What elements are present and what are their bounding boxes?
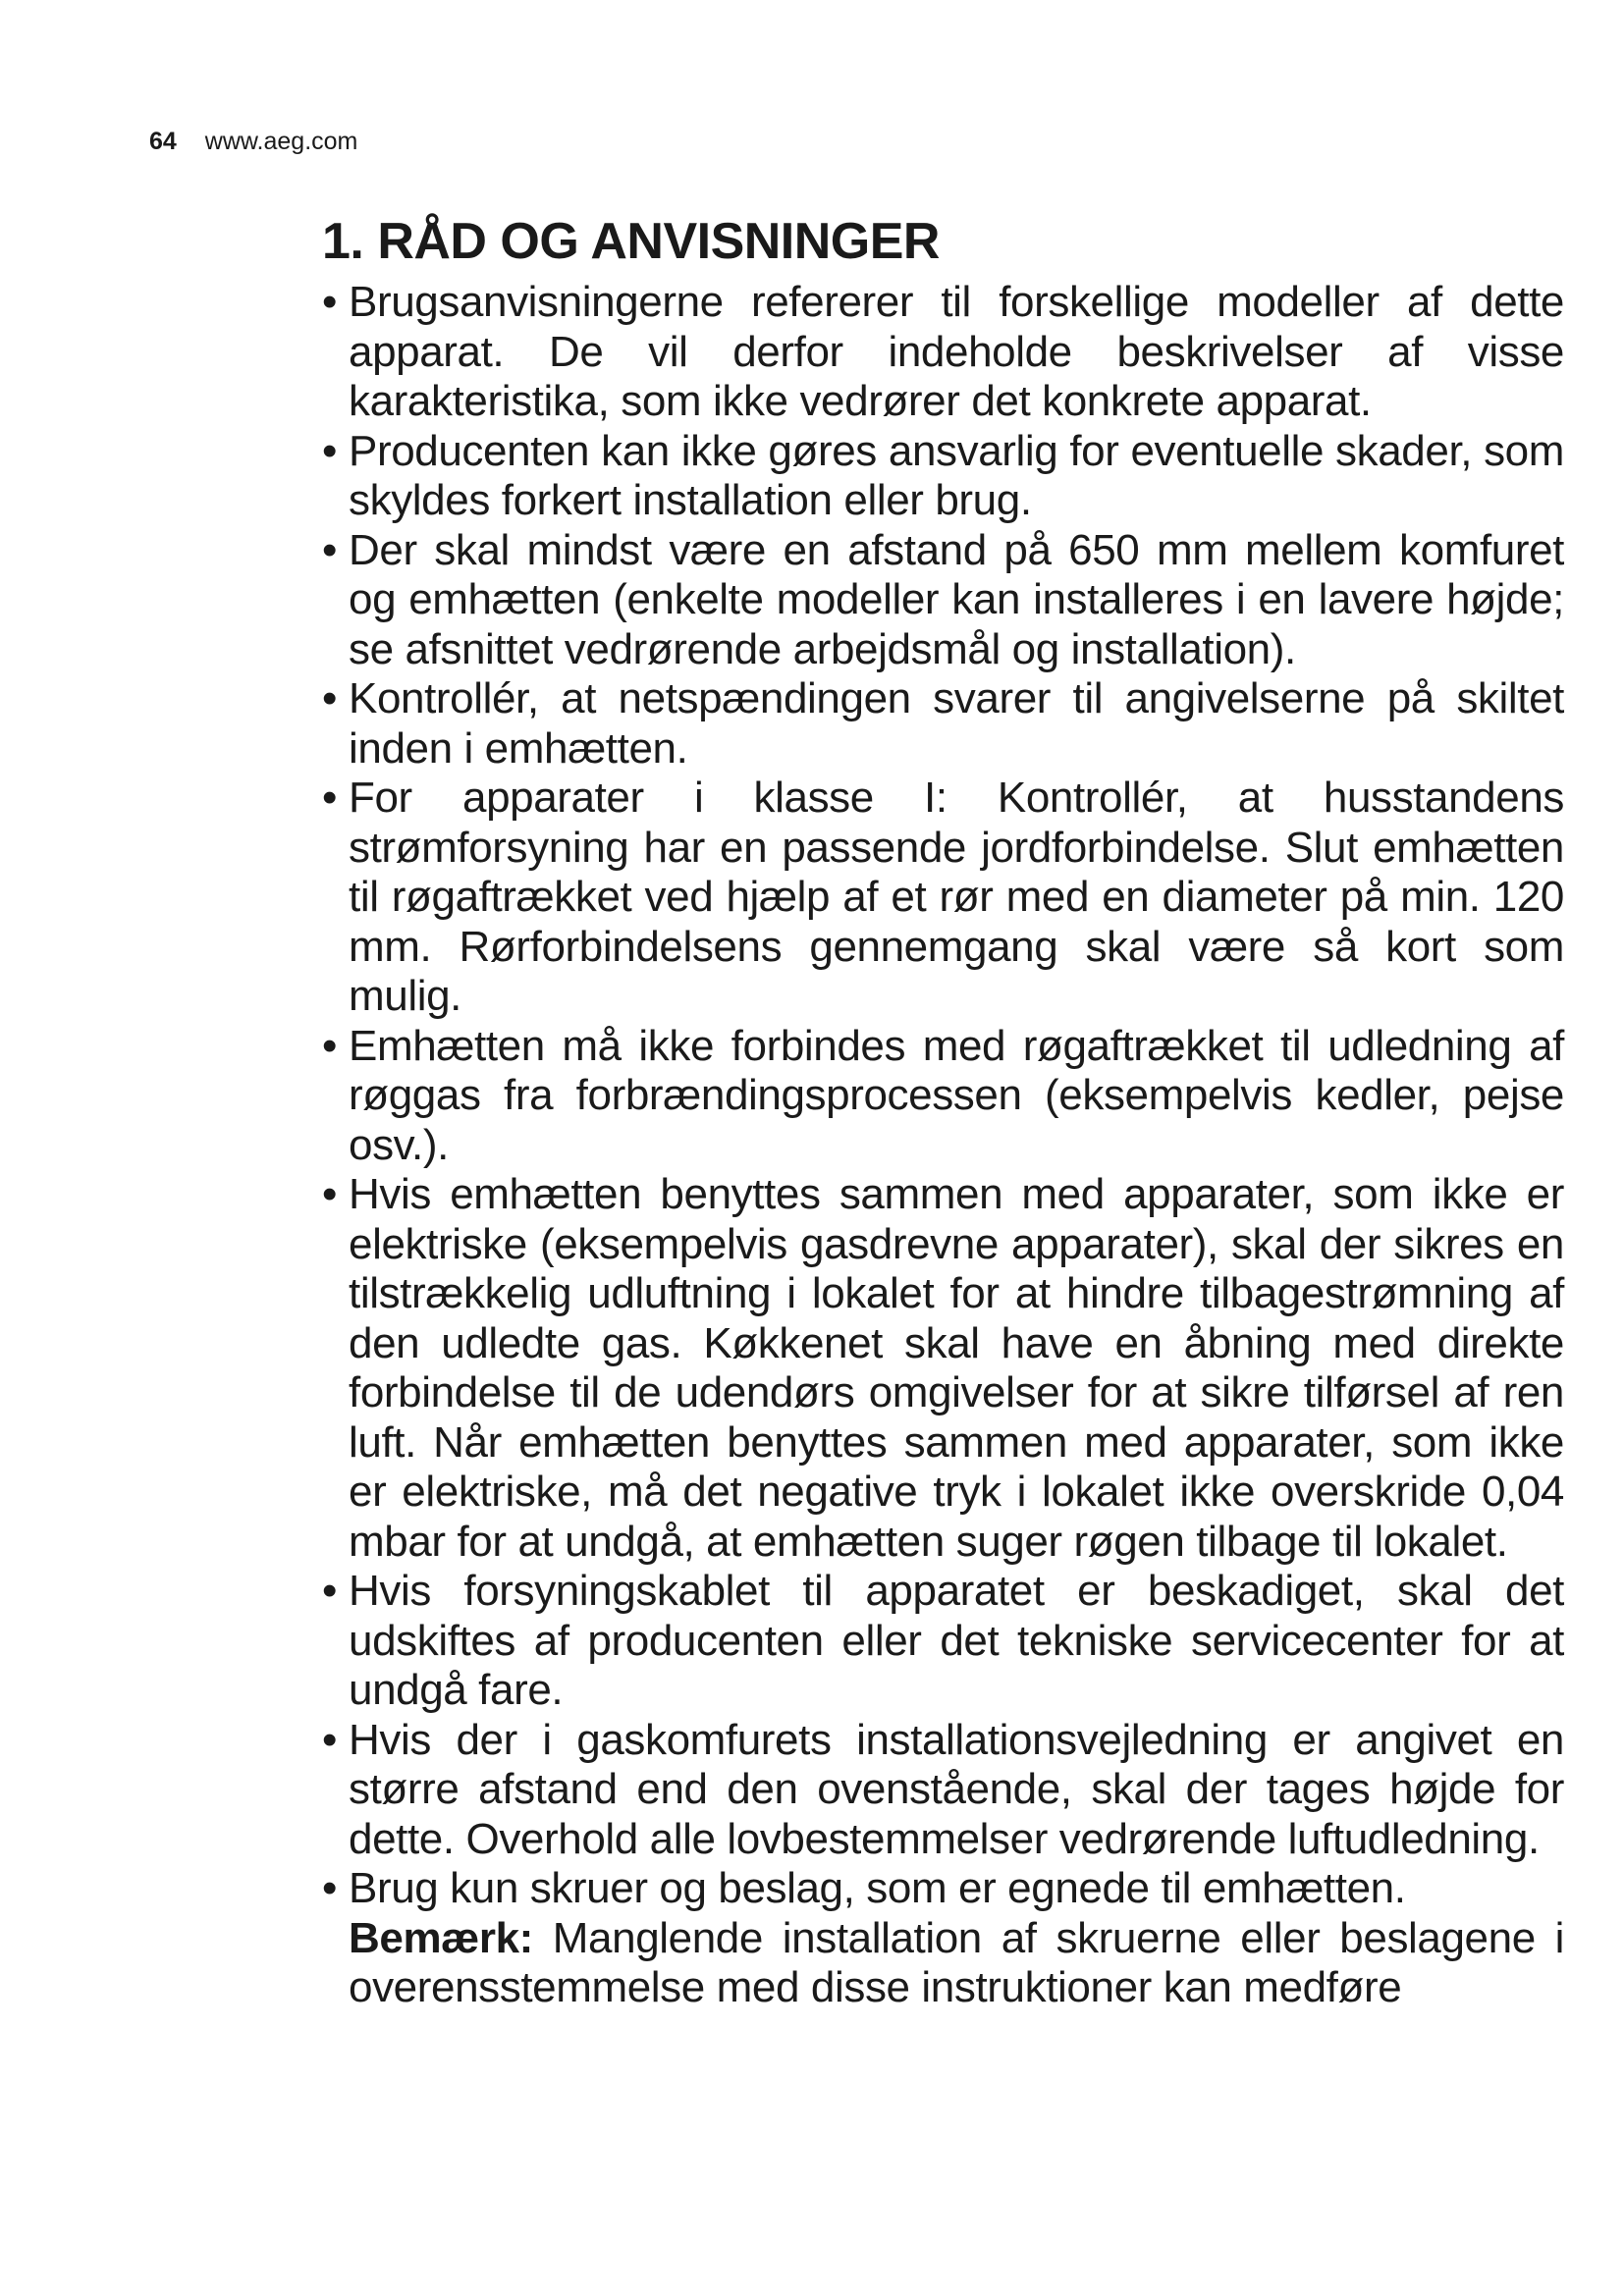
- list-item: [322, 526, 1564, 675]
- bullet-icon: •: [322, 1567, 338, 1615]
- section-title: 1. RÅD OG ANVISNINGER: [322, 213, 940, 270]
- list-item-text: For apparater i klasse I: Kontrollér, at husstandens strømforsyning har en passende jordforbindelse. Slut emhætten til røgaftrækket ved hjælp af et rør med en diameter på min. 120 mm. Rørforbindelsens gennemgang skal være så kort som mulig.: [349, 774, 1564, 1020]
- list-item: [322, 1716, 1564, 1865]
- page-url: www.aeg.com: [204, 128, 358, 155]
- note-label: Bemærk:: [349, 1913, 533, 1962]
- bullet-icon: •: [322, 1715, 338, 1764]
- bullet-icon: •: [322, 774, 338, 822]
- list-item: [322, 674, 1564, 774]
- list-item: [322, 1170, 1564, 1567]
- list-item-text: Brugsanvisningerne refererer til forskellige modeller af dette apparat. De vil derfor indeholde beskrivelser af visse karakteristika, som ikke vedrører det konkrete apparat.: [349, 278, 1564, 425]
- list-item: [322, 1022, 1564, 1171]
- main-content: [322, 209, 1564, 2013]
- bullet-icon: •: [322, 1021, 338, 1070]
- note-text: Manglende installation af skruerne eller beslagene i overensstemmelse med disse instruktioner kan medføre: [349, 1913, 1564, 2011]
- list-item: [322, 427, 1564, 526]
- bullet-icon: •: [322, 674, 338, 722]
- list-item: [322, 1864, 1564, 2013]
- page-header: [149, 126, 357, 157]
- list-item-text: Hvis emhætten benyttes sammen med apparater, som ikke er elektriske (eksempelvis gasdrevne apparater), skal der sikres en tilstrækkelig udluftning i lokalet for at hindre tilbagestrømning af den udledte gas. Køkkenet skal have en åbning med direkte forbindelse til de udendørs omgivelser for at sikre tilførsel af ren luft. Når emhætten benyttes sammen med apparater, som ikke er elektriske, må det negative tryk i lokalet ikke overskride 0,04 mbar for at undgå, at emhætten suger røgen tilbage til lokalet.: [349, 1170, 1564, 1566]
- list-item-text: Producenten kan ikke gøres ansvarlig for eventuelle skader, som skyldes forkert installation eller brug.: [349, 426, 1564, 524]
- list-item: [322, 774, 1564, 1022]
- bullet-icon: •: [322, 1864, 338, 1912]
- list-item-text: Kontrollér, at netspændingen svarer til angivelserne på skiltet inden i emhætten.: [349, 674, 1564, 773]
- list-item: [322, 1567, 1564, 1716]
- page-number: 64: [149, 128, 177, 155]
- list-item-text: Emhætten må ikke forbindes med røgaftrækket til udledning af røggas fra forbrændingsprocessen (eksempelvis kedler, pejse osv.).: [349, 1021, 1564, 1169]
- list-item-text: Brug kun skruer og beslag, som er egnede til emhætten.: [349, 1864, 1406, 1912]
- list-item-text: Hvis forsyningskablet til apparatet er beskadiget, skal det udskiftes af producenten eller det tekniske servicecenter for at undgå fare.: [349, 1567, 1564, 1714]
- bullet-icon: •: [322, 525, 338, 574]
- list-item-text: Der skal mindst være en afstand på 650 mm mellem komfuret og emhætten (enkelte modeller kan installeres i en lavere højde; se afsnittet vedrørende arbejdsmål og installation).: [349, 525, 1564, 673]
- bullet-icon: •: [322, 278, 338, 326]
- bullet-icon: •: [322, 426, 338, 475]
- instruction-list: [322, 278, 1564, 2013]
- list-item-text: Hvis der i gaskomfurets installationsvejledning er angivet en større afstand end den ovenstående, skal der tages højde for dette. Overhold alle lovbestemmelser vedrørende luftudledning.: [349, 1715, 1564, 1863]
- list-item: [322, 278, 1564, 427]
- bullet-icon: •: [322, 1170, 338, 1218]
